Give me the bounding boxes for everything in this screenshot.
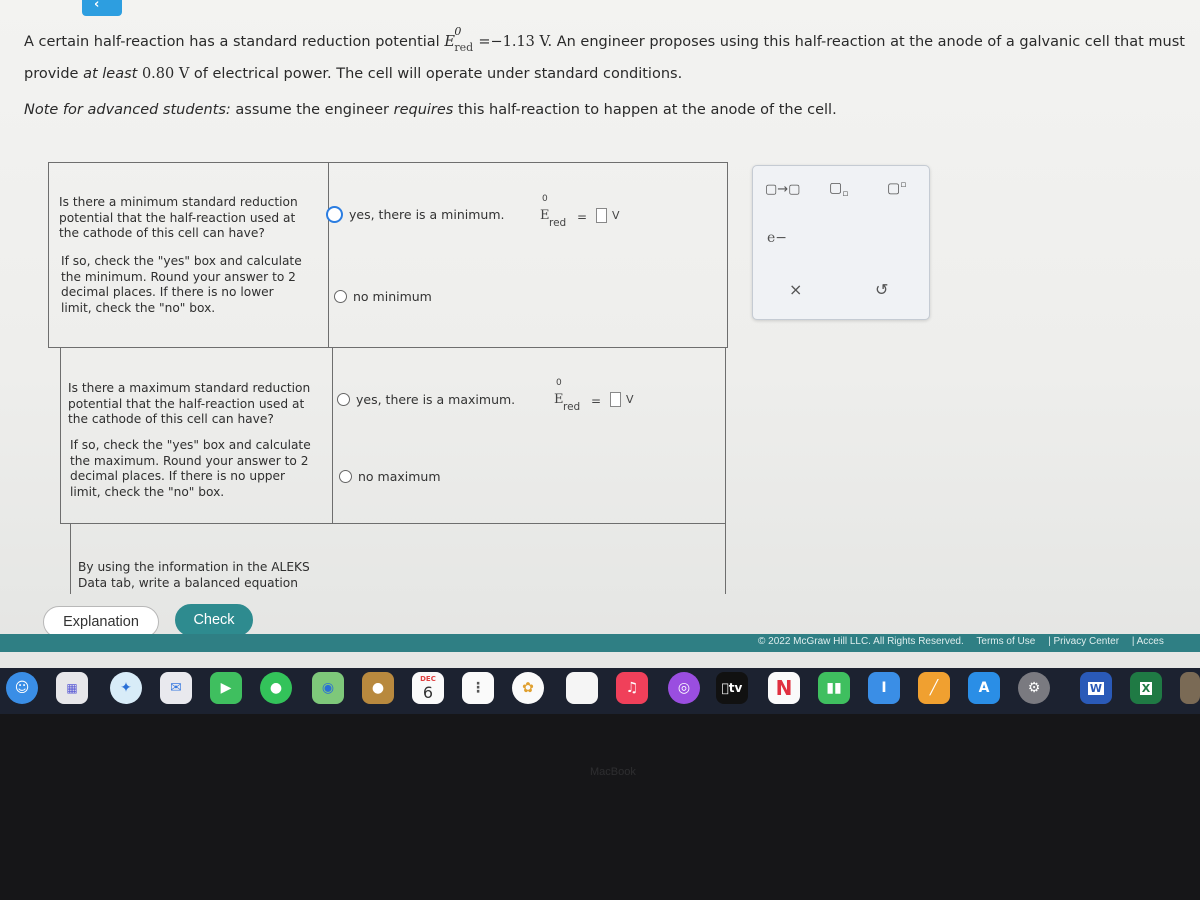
- no-minimum-label: no minimum: [353, 289, 432, 304]
- word-icon[interactable]: W: [1080, 672, 1112, 704]
- contacts-icon[interactable]: ●: [362, 672, 394, 704]
- note-text: this half-reaction to happen at the anode of the cell.: [457, 102, 837, 118]
- max-potential-input[interactable]: [610, 392, 621, 407]
- yes-minimum-option[interactable]: [326, 206, 504, 223]
- problem-line-2: [24, 65, 682, 83]
- answer-table: [48, 162, 728, 590]
- calendar-icon[interactable]: DEC 6: [412, 672, 444, 704]
- potential-value: =−1.13 V.: [478, 34, 553, 50]
- messages-icon[interactable]: ●: [260, 672, 292, 704]
- min-potential-input[interactable]: [596, 208, 607, 223]
- question-1-text: Is there a minimum standard reduction potential that the half-reaction used at the cathode of this cell can have?: [59, 195, 298, 240]
- problem-line-1: [24, 25, 1185, 54]
- notes-icon[interactable]: [566, 672, 598, 704]
- question-2-text: Is there a maximum standard reduction potential that the half-reaction used at the cathode of this cell can have?: [68, 381, 311, 426]
- safari-icon[interactable]: ✦: [110, 672, 142, 704]
- terms-link[interactable]: Terms of Use: [976, 636, 1036, 647]
- numbers-icon[interactable]: ▮▮: [818, 672, 850, 704]
- no-maximum-option[interactable]: [339, 469, 441, 484]
- problem-text: provide: [24, 66, 79, 82]
- explanation-button[interactable]: Explanation: [43, 606, 159, 638]
- music-icon[interactable]: ♫: [616, 672, 648, 704]
- laptop-brand: MacBook: [590, 766, 636, 778]
- chevron-left-icon: ‹: [94, 0, 100, 12]
- launchpad-icon[interactable]: ▦: [56, 672, 88, 704]
- answer-cell-2: [332, 348, 726, 524]
- check-button[interactable]: Check: [175, 604, 253, 636]
- reminders-icon[interactable]: ⋮: [462, 672, 494, 704]
- max-potential-equation: 0 E red = V: [554, 378, 634, 413]
- copyright-text: © 2022 McGraw Hill LLC. All Rights Reserved.: [758, 636, 964, 647]
- electron-button[interactable]: e−: [767, 230, 788, 246]
- required-voltage: 0.80 V: [141, 66, 190, 82]
- note-label: Note for advanced students:: [24, 102, 231, 118]
- finder-icon[interactable]: ☺: [6, 672, 38, 704]
- min-potential-equation: 0 E red = V: [540, 194, 620, 229]
- no-minimum-option[interactable]: [334, 289, 432, 304]
- facetime-icon[interactable]: ▶: [210, 672, 242, 704]
- math-tool-palette: [752, 165, 930, 320]
- clear-button[interactable]: ×: [789, 280, 803, 299]
- superscript-template-icon[interactable]: ▢▫: [887, 180, 907, 197]
- answer-cell-1: [328, 162, 728, 348]
- pages-icon[interactable]: ╱: [918, 672, 950, 704]
- answer-cell-3: [334, 524, 726, 594]
- undo-button[interactable]: ↺: [875, 280, 889, 299]
- accessibility-link[interactable]: | Acces: [1131, 636, 1164, 647]
- question-2-instructions: If so, check the "yes" box and calculate the maximum. Round your answer to 2 decimal places. If there is no upper limit, check the "no" box.: [70, 438, 311, 499]
- podcasts-icon[interactable]: ◎: [668, 672, 700, 704]
- at-least-text: at least: [83, 66, 138, 82]
- appletv-icon[interactable]: tv: [716, 672, 748, 704]
- excel-icon[interactable]: X: [1130, 672, 1162, 704]
- footer-strip: [0, 652, 1200, 668]
- problem-note: [24, 101, 837, 119]
- system-preferences-icon[interactable]: ⚙: [1018, 672, 1050, 704]
- problem-text: A certain half-reaction has a standard reduction potential: [24, 34, 440, 50]
- laptop-bezel: [0, 714, 1200, 900]
- mail-icon[interactable]: ✉: [160, 672, 192, 704]
- yes-maximum-option[interactable]: [337, 392, 515, 407]
- app-store-icon[interactable]: A: [968, 672, 1000, 704]
- no-minimum-radio[interactable]: [334, 290, 347, 303]
- yes-maximum-label: yes, there is a maximum.: [356, 392, 516, 407]
- yes-minimum-radio[interactable]: [326, 206, 343, 223]
- e-red-symbol: E 0 red: [444, 25, 474, 54]
- folder-icon[interactable]: [1180, 672, 1200, 704]
- question-1-instructions: If so, check the "yes" box and calculate the minimum. Round your answer to 2 decimal places. If there is no lower limit, check the "no" box.: [61, 254, 302, 315]
- note-text: assume the engineer: [235, 102, 390, 118]
- collapse-tab[interactable]: [82, 0, 122, 16]
- footer-links: [758, 636, 1174, 647]
- requires-text: requires: [393, 102, 454, 118]
- problem-text: of electrical power. The cell will operate under standard conditions.: [193, 66, 683, 82]
- keynote-icon[interactable]: I: [868, 672, 900, 704]
- yes-minimum-label: yes, there is a minimum.: [349, 207, 505, 222]
- arrow-template-icon[interactable]: ▢→▢: [765, 182, 801, 197]
- no-maximum-label: no maximum: [358, 469, 441, 484]
- subscript-template-icon[interactable]: $▢_▫$: [829, 180, 849, 199]
- question-3-text: By using the information in the ALEKS Data tab, write a balanced equation: [78, 560, 310, 590]
- no-maximum-radio[interactable]: [339, 470, 352, 483]
- yes-maximum-radio[interactable]: [337, 393, 350, 406]
- privacy-link[interactable]: | Privacy Center: [1048, 636, 1120, 647]
- photos-icon[interactable]: ✿: [512, 672, 544, 704]
- maps-icon[interactable]: ◉: [312, 672, 344, 704]
- news-icon[interactable]: N: [768, 672, 800, 704]
- problem-text: An engineer proposes using this half-reaction at the anode of a galvanic cell that must: [556, 34, 1185, 50]
